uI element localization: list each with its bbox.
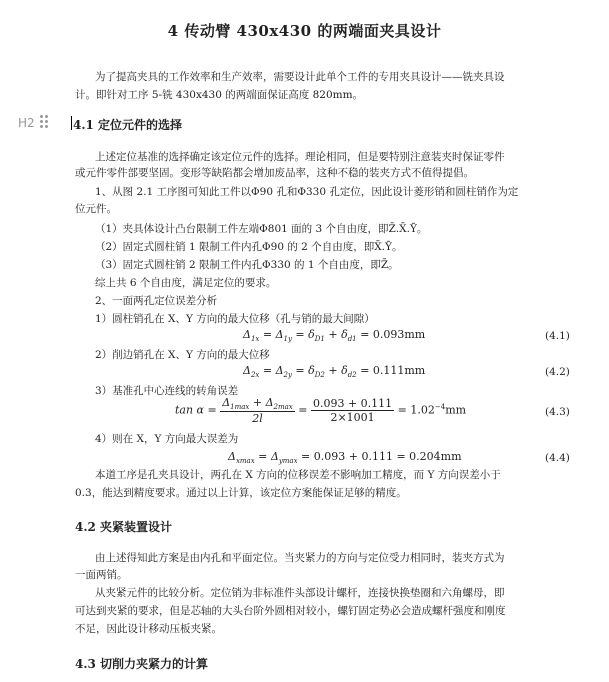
equation-4-1: $\Delta_{1x} = \Delta_{1y} = \delta_{D1} + \delta_{d1} = 0.093mm$	[243, 328, 426, 344]
after-eq-line-1: 本道工序是孔夹具设计，两孔在 X 方向的位移误差不影响加工精度，而 Y 方向误差小于	[95, 469, 501, 481]
s41-line-9: 2、一面两孔定位误差分析	[95, 295, 218, 307]
heading-handle[interactable]	[18, 116, 35, 130]
intro-line-1: 为了提高夹具的工作效率和生产效率，需要设计此单个工件的专用夹具设计——铣夹具设	[95, 71, 505, 83]
equation-number-4-1: (4.1)	[545, 330, 570, 342]
s42-line-2: 一面两销。	[75, 569, 128, 581]
eq1-result: = 0.093mm	[360, 328, 426, 341]
eq3-caption: 3）基准孔中心连线的转角误差	[95, 385, 239, 397]
equation-number-4-2: (4.2)	[545, 366, 570, 378]
section-heading-4-1[interactable]: 4.1 定位元件的选择	[73, 118, 183, 132]
heading-level-label: H2	[18, 116, 35, 130]
text-cursor	[71, 116, 72, 130]
s41-line-1: 上述定位基准的选择确定该定位元件的选择。理论相同，但是要特别注意装夹时保证零件	[95, 151, 505, 163]
s41-line-10: 1）圆柱销孔在 X、Y 方向的最大位移（孔与销的最大间隙）	[95, 313, 375, 325]
s41-line-8: 综上共 6 个自由度，满足定位的要求。	[95, 277, 277, 289]
eq4-result: = 0.093 + 0.111 = 0.204mm	[301, 450, 462, 463]
section-heading-4-3[interactable]: 4.3 切削力夹紧力的计算	[75, 657, 209, 671]
s41-line-4: 位元件。	[75, 203, 117, 215]
equation-4-3: tan α = $\frac{\Delta_{1max} + \Delta_{2max}}{2l}$ = $\frac{0.093 + 0.111}{2\times 1001}$ = $1.02^{-4}mm$	[175, 396, 467, 426]
s42-line-1: 由上述得知此方案是由内孔和平面定位。当夹紧力的方向与定位受力相同时，装夹方式为	[95, 552, 505, 564]
s41-line-3: 1、从图 2.1 工序图可知此工件以Φ90 孔和Φ330 孔定位，因此设计菱形销和圆柱销作为定	[95, 186, 519, 198]
eq3-fraction-2: $\frac{0.093 + 0.111}{2\times 1001}$	[312, 397, 393, 425]
s41-line-7: （3）固定式圆柱销 2 限制工件内孔Φ330 的 1 个自由度，即Z̄。	[95, 259, 399, 271]
section-heading-4-2[interactable]: 4.2 夹紧装置设计	[75, 520, 173, 534]
equation-4-4: $\Delta_{xmax} = \Delta_{ymax} = 0.093 + 0.111 = 0.204mm$	[228, 450, 462, 466]
eq4-caption: 4）则在 X，Y 方向最大误差为	[95, 433, 239, 445]
s42-line-3: 从夹紧元件的比较分析。定位销为非标准件头部设计螺杆，连接快换垫圈和六角螺母，即	[95, 587, 505, 599]
eq2-caption: 2）削边销孔在 X、Y 方向的最大位移	[95, 349, 270, 361]
after-eq-line-2: 0.3，能达到精度要求。通过以上计算，该定位方案能保证足够的精度。	[75, 487, 407, 499]
chapter-title: 4 传动臂 430x430 的两端面夹具设计	[167, 22, 442, 40]
s42-line-5: 不足，因此设计移动压板夹紧。	[75, 623, 222, 635]
equation-4-2: $\Delta_{2x} = \Delta_{2y} = \delta_{D2} + \delta_{d2} = 0.111mm$	[243, 364, 426, 380]
eq3-unit: mm	[445, 403, 467, 417]
s41-line-2: 或元件零件部要坚固。变形等缺陷都会增加废品率，这种不稳的装夹方式不值得提倡。	[75, 167, 474, 179]
s41-line-6: （2）固定式圆柱销 1 限制工件内孔Φ90 的 2 个自由度，即X̄.Ȳ。	[95, 241, 403, 253]
equation-number-4-3: (4.3)	[545, 406, 570, 418]
drag-handle-icon[interactable]	[40, 114, 50, 128]
s42-line-4: 可达到夹紧的要求，但是芯轴的大头台阶外圆相对较小，螺钉固定势必会造成螺杆强度和刚度	[75, 605, 506, 617]
eq3-exponent: −4	[434, 402, 446, 411]
eq3-fraction-1: $\frac{\Delta_{1max} + \Delta_{2max}}{2l}$	[222, 396, 293, 426]
eq3-result: = 1.02	[397, 403, 435, 417]
s41-line-5: （1）夹具体设计凸台限制工件左端Φ801 面的 3 个自由度，即Z̄.X̄.Ȳ。	[95, 223, 428, 235]
equation-number-4-4: (4.4)	[545, 452, 570, 464]
eq2-result: = 0.111mm	[360, 364, 426, 377]
intro-line-2: 计。即针对工序 5-铣 430x430 的两端面保证高度 820mm。	[75, 89, 364, 101]
